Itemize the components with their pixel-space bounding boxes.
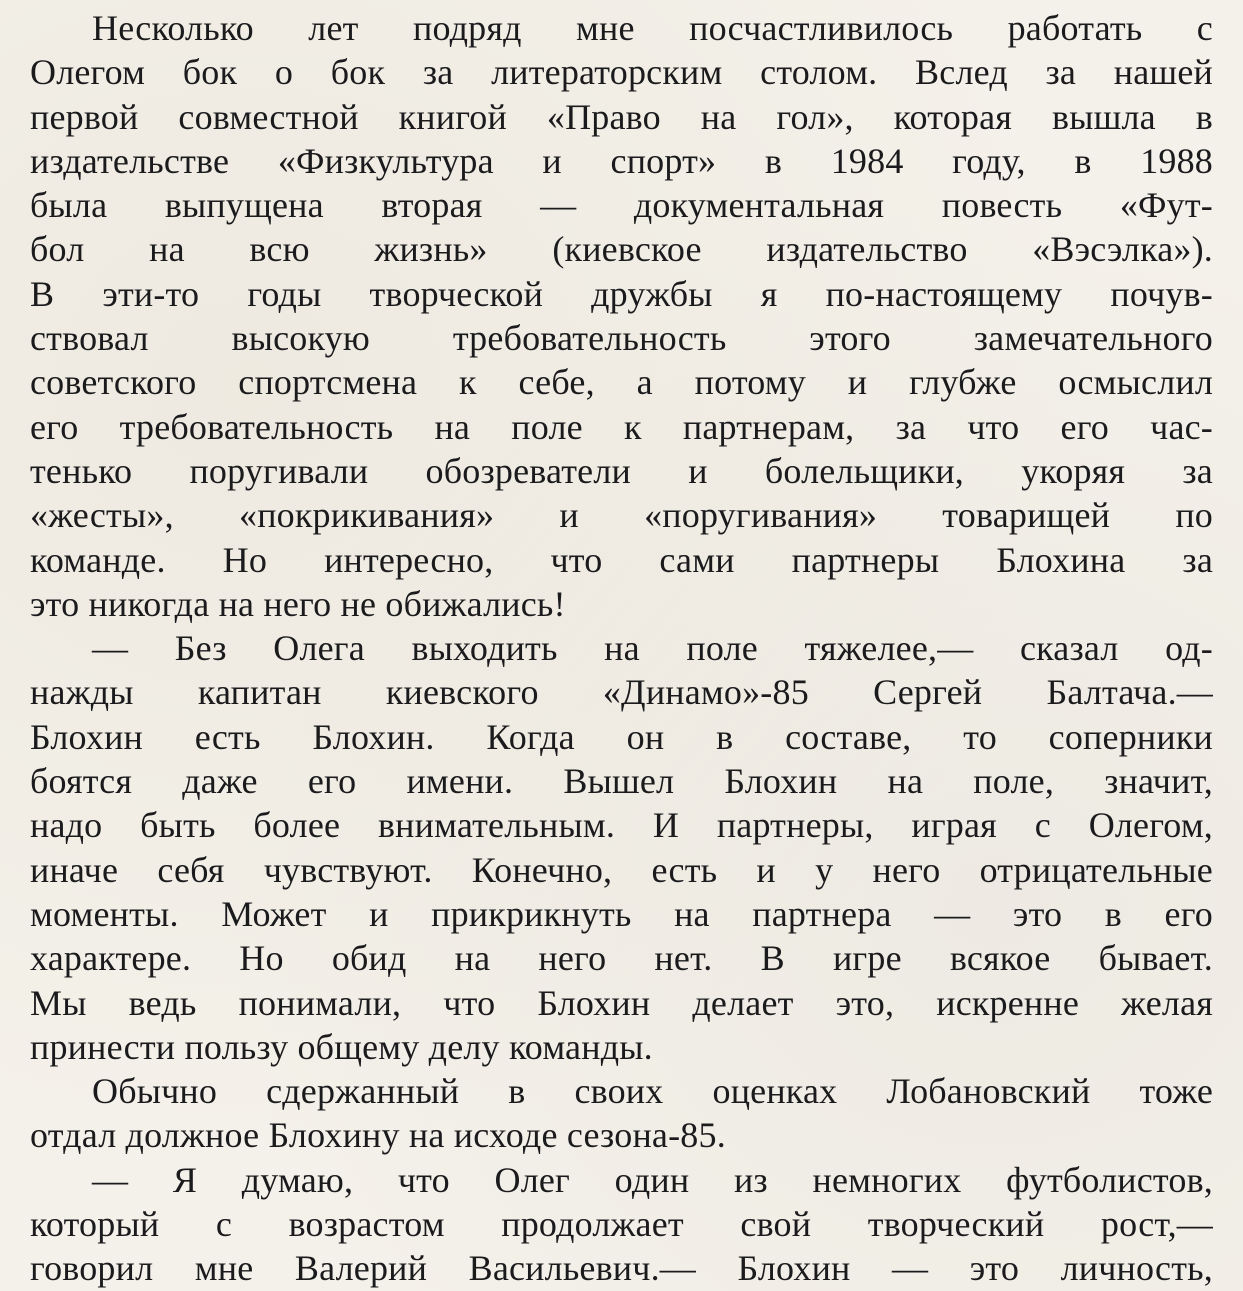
text-line: который с возрастом продолжает свой творческий рост,— (30, 1204, 1213, 1245)
text-line: иначе себя чувствуют. Конечно, есть и у него отрицательные (30, 849, 1213, 890)
text-line: моменты. Может и прикрикнуть на партнера — это в его (30, 893, 1213, 934)
text-line: бол на всю жизнь» (киевское издательство «Вэсэлка»). (30, 229, 1213, 270)
text-line: отдал должное Блохину на исходе сезона-85. (30, 1115, 726, 1156)
text-line: советского спортсмена к себе, а потому и глубже осмыслил (30, 362, 1213, 403)
text-line: Мы ведь понимали, что Блохин делает это, искренне желая (30, 982, 1213, 1023)
text-line: боятся даже его имени. Вышел Блохин на поле, значит, (30, 761, 1213, 802)
text-line: ствовал высокую требовательность этого замечательного (30, 318, 1213, 359)
body-text (30, 6, 1213, 1291)
text-line: была выпущена вторая — документальная повесть «Фут- (30, 185, 1213, 226)
text-line: издательстве «Физкультура и спорт» в 1984 году, в 1988 (30, 140, 1213, 181)
text-line: Обычно сдержанный в своих оценках Лобановский тоже (92, 1071, 1213, 1112)
text-line: надо быть более внимательным. И партнеры, играя с Олегом, (30, 805, 1213, 846)
text-line: — Я думаю, что Олег один из немногих футболистов, (92, 1159, 1213, 1200)
text-line: Несколько лет подряд мне посчастливилось работать с (92, 8, 1213, 48)
text-line: первой совместной книгой «Право на гол», которая вышла в (30, 96, 1213, 137)
text-line: В эти-то годы творческой дружбы я по-настоящему почув- (30, 273, 1213, 314)
text-line: нажды капитан киевского «Динамо»-85 Сергей Балтача.— (30, 672, 1213, 713)
text-line: команде. Но интересно, что сами партнеры Блохина за (30, 539, 1213, 580)
text-line: характере. Но обид на него нет. В игре всякое бывает. (30, 938, 1213, 979)
text-line: тенько поругивали обозреватели и болельщики, укоряя за (30, 450, 1213, 491)
text-line: его требовательность на поле к партнерам, за что его час- (30, 406, 1213, 447)
text-line: «жесты», «покрикивания» и «поругивания» товарищей по (30, 495, 1213, 536)
text-line: принести пользу общему делу команды. (30, 1026, 653, 1067)
text-line: говорил мне Валерий Васильевич.— Блохин — это личность, (30, 1248, 1213, 1289)
text-line: — Без Олега выходить на поле тяжелее,— сказал од- (92, 628, 1213, 669)
text-line: Олегом бок о бок за литераторским столом. Вслед за нашей (30, 52, 1213, 93)
text-line: это никогда на него не обижались! (30, 583, 566, 624)
text-line: Блохин есть Блохин. Когда он в составе, то соперники (30, 716, 1213, 757)
